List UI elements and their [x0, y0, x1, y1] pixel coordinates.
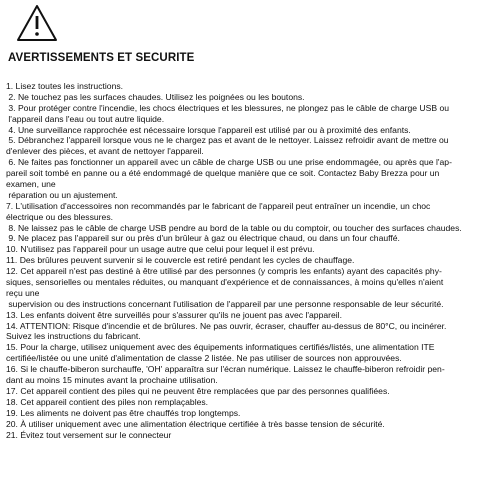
warning-text-line: 6. Ne faites pas fonctionner un appareil avec un câble de charge USB ou une prise endommagée, ou après que l'ap- [6, 157, 452, 168]
warning-text-line: 5. Débranchez l'appareil lorsque vous ne le chargez pas et avant de le nettoyer. Laissez refroidir avant de mettre ou [6, 135, 449, 146]
warning-text-line: 16. Si le chauffe-biberon surchauffe, 'OH' apparaîtra sur l'écran numérique. Laissez le chauffe-biberon refroidir pen- [6, 364, 445, 375]
section-heading: AVERTISSEMENTS ET SECURITE [8, 52, 195, 64]
warning-text-line: supervision ou des instructions concernant l'utilisation de l'appareil par une personne responsable de leur sécurité. [6, 298, 444, 309]
warning-text-line: 2. Ne touchez pas les surfaces chaudes. Utilisez les poignées ou les boutons. [6, 91, 305, 102]
warning-text-line: siques, sensorielles ou mentales réduites, ou manquant d'expérience et de connaissances, à moins qu'elles n'aient [6, 277, 444, 288]
warnings-list [6, 81, 498, 440]
warning-text-line: 12. Cet appareil n'est pas destiné à être utilisé par des personnes (y compris les enfants) ayant des capacités phy- [6, 266, 442, 277]
warning-text-line: d'enlever des pièces, et avant de nettoyer l'appareil. [6, 146, 204, 157]
warning-text-line: reçu une [6, 287, 40, 298]
warning-text-line: 17. Cet appareil contient des piles qui ne peuvent être remplacées que par des personnes qualifiées. [6, 385, 390, 396]
warning-text-line: l'appareil dans l'eau ou tout autre liquide. [6, 113, 165, 124]
warning-text-line: 9. Ne placez pas l'appareil sur ou près d'un brûleur à gaz ou électrique chaud, ou dans un four chauffé. [6, 233, 400, 244]
warning-text-line: Suivez les instructions du fabricant. [6, 331, 141, 342]
warning-triangle-icon [16, 4, 58, 42]
warning-text-line: examen, une [6, 179, 56, 190]
warning-text-line: 21. Évitez tout versement sur le connecteur [6, 429, 172, 440]
warning-text-line: électrique ou des blessures. [6, 211, 114, 222]
warning-text-line: 4. Une surveillance rapprochée est nécessaire lorsque l'appareil est utilisé par ou à proximité des enfants. [6, 124, 411, 135]
warning-text-line: 15. Pour la charge, utilisez uniquement avec des équipements informatiques certifiés/listés, une alimentation ITE [6, 342, 435, 353]
warning-text-line: 20. À utiliser uniquement avec une alimentation électrique certifiée à très basse tension de sécurité. [6, 418, 385, 429]
warning-text-line: 14. ATTENTION: Risque d'incendie et de brûlures. Ne pas ouvrir, écraser, chauffer au-dessus de 80°C, ou incinérer. [6, 320, 447, 331]
warning-text-line: 7. L'utilisation d'accessoires non recommandés par le fabricant de l'appareil peut entraîner un incendie, un choc [6, 200, 431, 211]
warning-text-line: 10. N'utilisez pas l'appareil pour un usage autre que celui pour lequel il est prévu. [6, 244, 315, 255]
warning-text-line: certifiée/listée ou une unité d'alimentation de classe 2 listée. Ne pas utiliser de sources non approuvées. [6, 353, 402, 364]
warning-text-line: 3. Pour protéger contre l'incendie, les chocs électriques et les blessures, ne plongez pas le câble de charge USB ou [6, 102, 450, 113]
warning-text-line: 13. Les enfants doivent être surveillés pour s'assurer qu'ils ne jouent pas avec l'appareil. [6, 309, 342, 320]
warning-text-line: 8. Ne laissez pas le câble de charge USB pendre au bord de la table ou du comptoir, ou toucher des surfaces chaudes. [6, 222, 462, 233]
warning-text-line: 19. Les aliments ne doivent pas être chauffés trop longtemps. [6, 407, 241, 418]
warning-text-line: 1. Lisez toutes les instructions. [6, 81, 124, 91]
warning-text-line: 18. Cet appareil contient des piles non remplaçables. [6, 396, 209, 407]
warning-text-line: réparation ou un ajustement. [6, 189, 118, 200]
warning-text-line: 11. Des brûlures peuvent survenir si le couvercle est retiré pendant les cycles de chauffage. [6, 255, 355, 266]
warning-text-line: pareil soit tombé en panne ou a été endommagé de quelque manière que ce soit. Contactez Baby Brezza pour un [6, 168, 440, 179]
warning-text-line: dant au moins 15 minutes avant la prochaine utilisation. [6, 375, 218, 386]
